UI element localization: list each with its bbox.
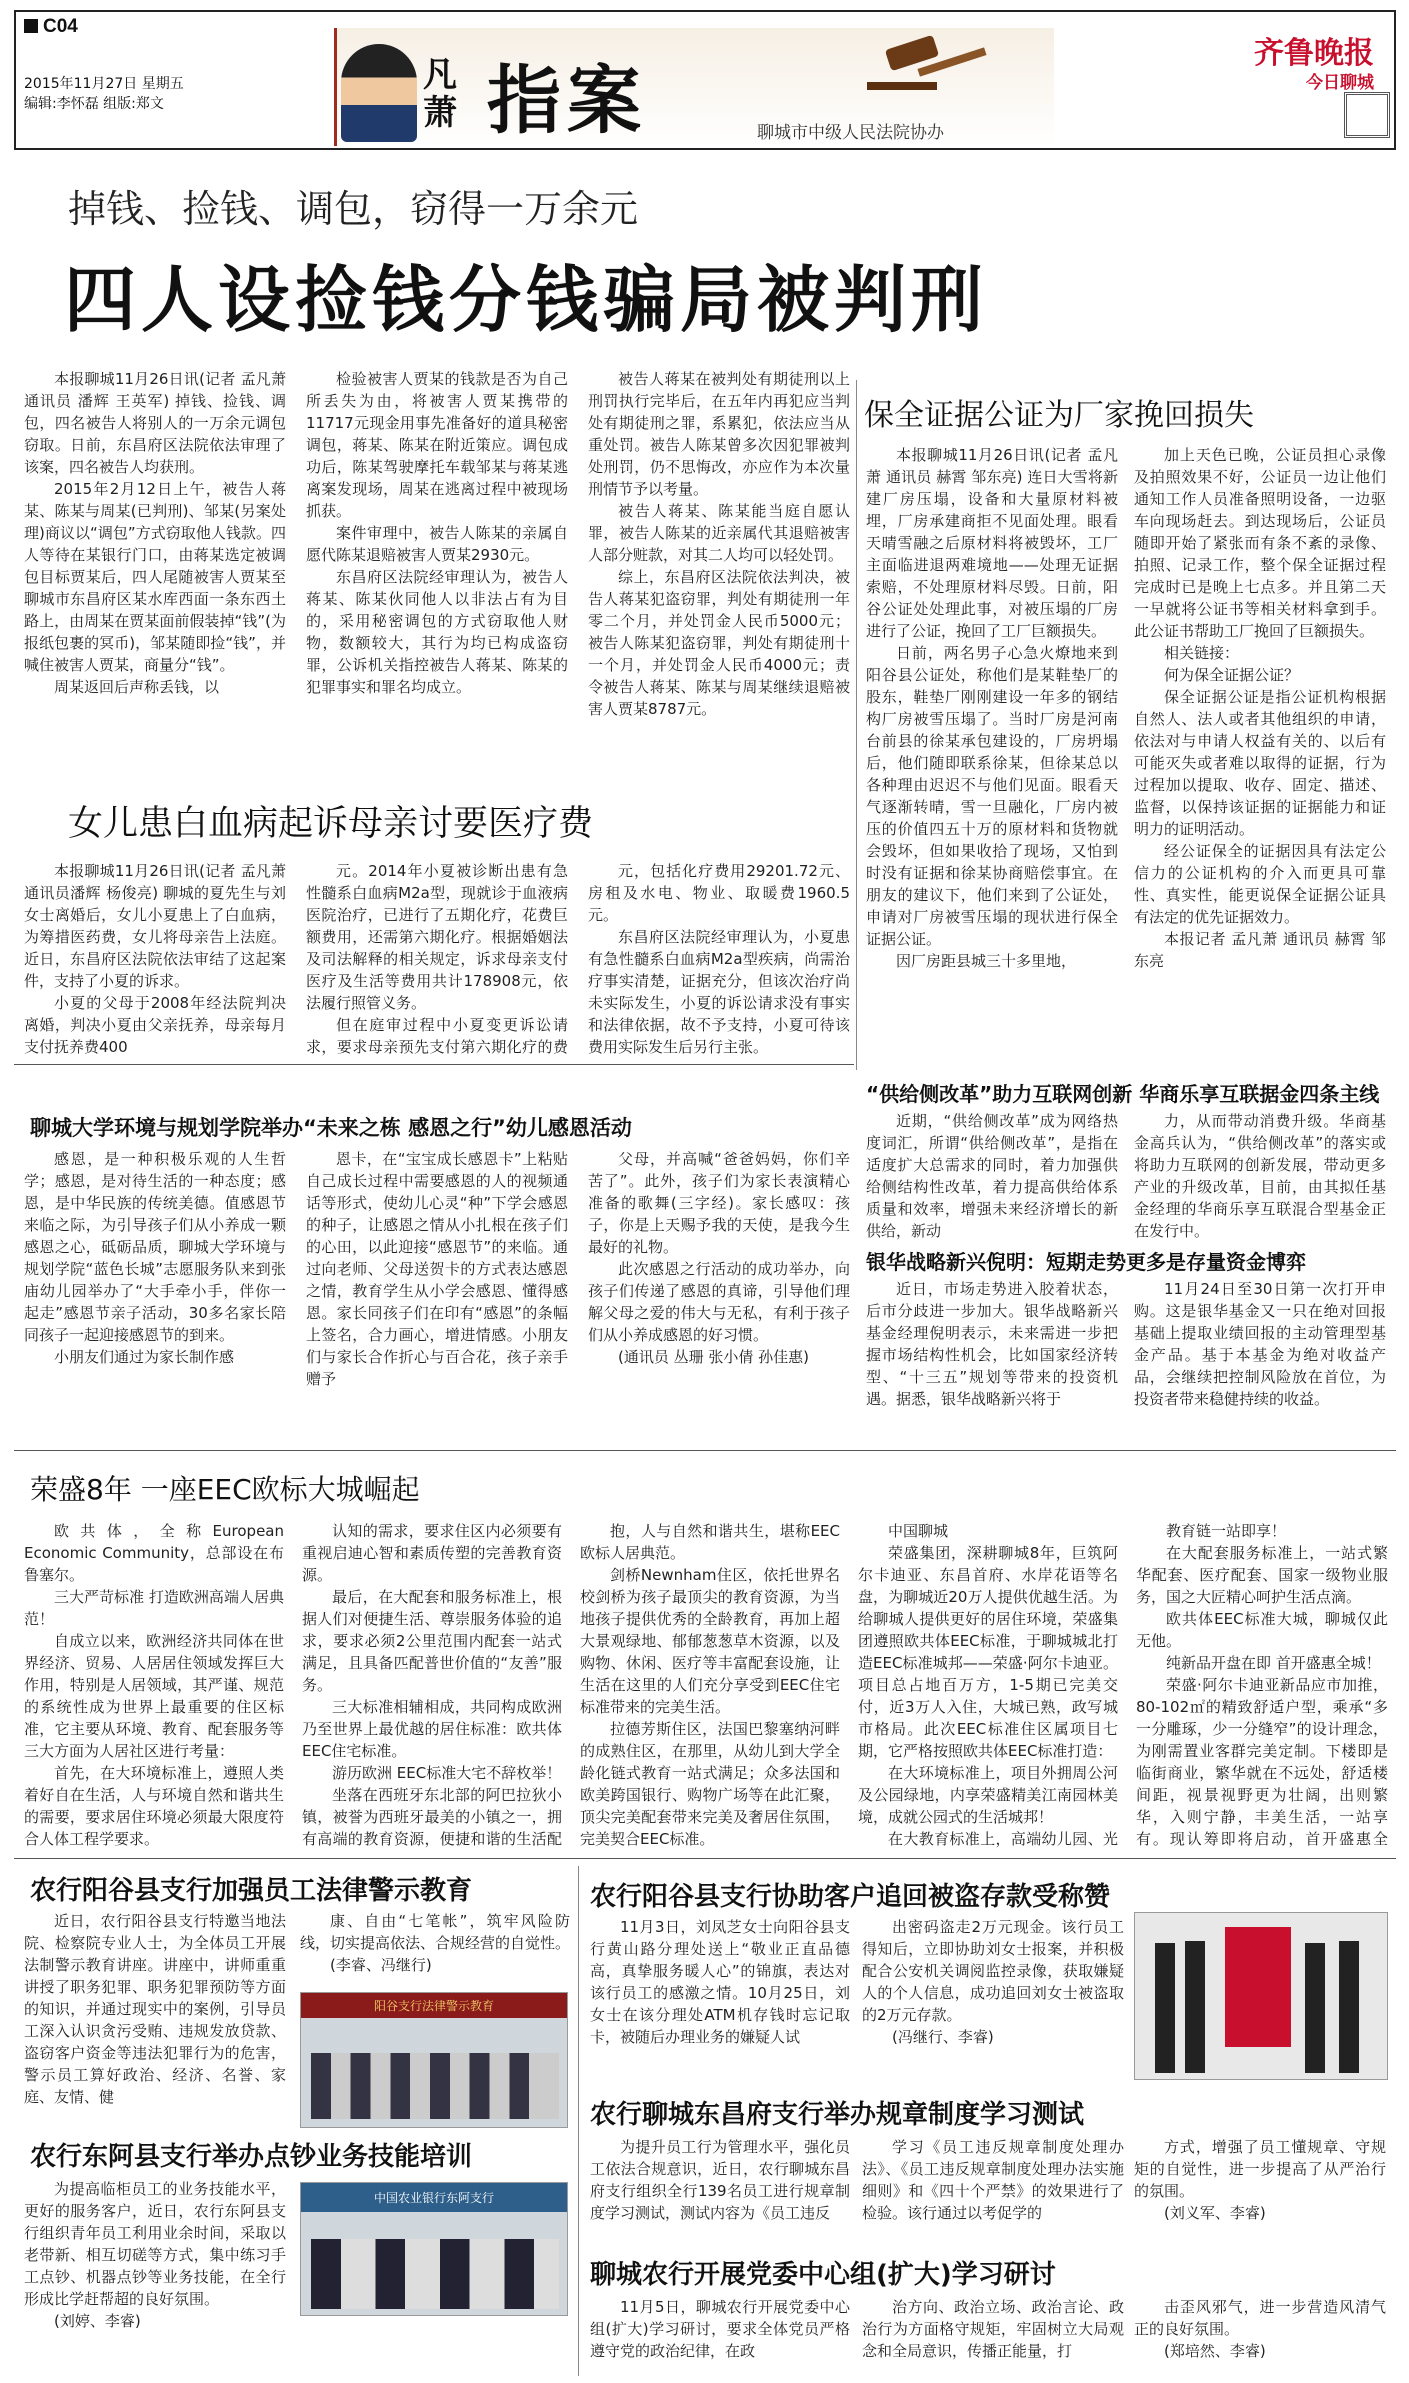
page-header: [14, 10, 1396, 158]
divider: [14, 1858, 1396, 1859]
paragraph: 在大环境标准上，项目外拥周公河及公园绿地，内享荣盛精美江南园林美境，成就公园式的生活城邦！: [858, 1764, 1118, 1826]
issue-date: [24, 74, 184, 114]
paragraph: 东昌府区法院经审理认为，被告人蒋某、陈某伙同他人以非法占有为目的，采用秘密调包的方式窃取他人财物，数额较大，其行为均已构成盗窃罪，公诉机关指控被告人蒋某、陈某的犯罪事实和罪名均成立。: [306, 568, 568, 696]
rongsheng-col-2: [302, 1520, 562, 1850]
lead-subtitle: 掉钱、捡钱、调包，窃得一万余元: [68, 187, 639, 231]
finance-col-1: [866, 1110, 1118, 1240]
paragraph: 首先，在大环境标准上，遵照人类着好自在生活，人与环境自然和谐共生的需要，要求居住环境必须最大限度符合人体工程学要求。: [24, 1764, 284, 1848]
finance-col-3: [866, 1278, 1118, 1428]
paragraph: 元，包括化疗费用29201.72元、房租及水电、物业、取暖费1960.5元。: [588, 862, 850, 924]
finance-col-4: [1134, 1278, 1386, 1428]
daughter-col-2: [306, 860, 568, 1056]
paragraph: 中国聊城: [888, 1522, 949, 1540]
daughter-title: 女儿患白血病起诉母亲讨要医疗费: [68, 804, 594, 844]
award-photo: [1134, 1912, 1388, 2080]
audience: [311, 2053, 559, 2119]
bank5-col-1: [590, 2296, 850, 2376]
paragraph: 本报聊城11月26日讯(记者 孟凡萧 通讯员潘辉 杨俊亮) 聊城的夏先生与刘女士离婚后，女儿小夏患上了白血病，为筹措医药费，女儿将母亲告上法庭。近日，东昌府区法院依法审结了这起案件，支持了小夏的诉求。: [24, 862, 286, 990]
paragraph: 本报聊城11月26日讯(记者 孟凡萧 通讯员 潘辉 王英军) 掉钱、捡钱、调包，四名被告人将别人的一万余元调包窃取。日前，东昌府区法院依法审理了该案，四名被告人均获刑。: [24, 370, 286, 476]
kindergarten-col-1: [24, 1148, 286, 1448]
bank2-title: 农行阳谷县支行协助客户追回被盗存款受称赞: [590, 1882, 1111, 1912]
column-title: 指案: [487, 58, 647, 144]
bank3-title: 农行东阿县支行举办点钞业务技能培训: [30, 2142, 473, 2172]
person: [1185, 1941, 1205, 2073]
lead-col-3: [588, 368, 850, 760]
rongsheng-col-4: [858, 1520, 1118, 1850]
lead-col-2: [306, 368, 568, 760]
person: [1339, 1941, 1359, 2073]
bank4-col-3: [1134, 2136, 1386, 2246]
paragraph: 力，从而带动消费升级。华商基金高兵认为，“供给侧改革”的落实或将助力互联网的创新发展，带动更多产业的升级改革，目前，由其拟任基金经理的华商乐享互联混合型基金正在发行中。: [1134, 1112, 1386, 1240]
paragraph: 抱，人与自然和谐共生，堪称EEC欧标人居典范。: [580, 1522, 840, 1562]
bank4-col-2: [862, 2136, 1124, 2246]
newspaper-logo: 齐鲁晚报: [1254, 36, 1374, 71]
daughter-col-1: [24, 860, 286, 1056]
paragraph: (冯继行、李睿): [892, 2028, 994, 2046]
kindergarten-col-3: [588, 1148, 850, 1448]
paragraph: 综上，东昌府区法院依法判决，被告人蒋某犯盗窃罪，判处有期徒刑一年零二个月，并处罚金人民币5000元；被告人陈某犯盗窃罪，判处有期徒刑十一个月，并处罚金人民币4000元；责令被告人蒋某、陈某与周某继续退赔被害人贾某8787元。: [588, 568, 850, 718]
columnist-name: 凡 萧: [423, 55, 457, 133]
rongsheng-col-3: [580, 1520, 840, 1850]
paragraph: 但在庭审过程中小夏变更诉讼请求，要求母亲预先支付第六期化疗的费: [306, 1016, 568, 1056]
paragraph: 近期，“供给侧改革”成为网络热度词汇，所谓“供给侧改革”，是指在适度扩大总需求的同时，着力加强供给侧结构性改革，着力提高供给体系质量和效率，增强未来经济增长的新供给，新动: [866, 1112, 1118, 1240]
lead-col-1: [24, 368, 286, 760]
bank4-col-1: [590, 2136, 850, 2246]
paragraph: 相关链接：: [1164, 644, 1240, 662]
divider: [14, 1450, 1396, 1451]
page-number: C04: [24, 16, 78, 38]
paragraph: 康、自由“七笔帐”，筑牢风险防线，切实提高依法、合规经营的自觉性。: [300, 1912, 570, 1952]
paragraph: 11月3日，刘凤芝女士向阳谷县支行黄山路分理处送上“敬业正直品德高，真挚服务暖人心”的锦旗，表达对该行员工的感激之情。10月25日，刘女士在该分理处ATM机存钱时忘记取卡，被随后办理业务的嫌疑人试: [590, 1918, 850, 2046]
paragraph: 坐落在西班牙东北部的阿巴拉狄小镇，被誉为西班牙最美的小镇之一，拥有高端的教育资源，便捷和谐的生活配: [302, 1786, 562, 1848]
photo-banner: 阳谷支行法律警示教育: [301, 1993, 567, 2018]
photo-banner: 中国农业银行东阿支行: [301, 2183, 567, 2212]
paragraph: 击歪风邪气，进一步营造风清气正的良好氛围。: [1134, 2298, 1386, 2338]
paragraph: 荣盛集团，深耕聊城8年，巨筑阿尔卡迪亚、东昌首府、水岸花语等名盘，为聊城近20万人提供优越生活。为给聊城人提供更好的居住环境，荣盛集团遵照欧共体EEC标准，于聊城城北打造EEC标准城邦——荣盛·阿尔卡迪亚。项目总占地百万方，1-5期已完美交付，近3万人入住，大城已熟，政写城市格局。此次EEC标准住区属项目七期，它严格按照欧共体EEC标准打造：: [858, 1544, 1118, 1760]
paragraph: 认知的需求，要求住区内必须要有重视启迪心智和素质传塑的完善教育资源。: [302, 1522, 562, 1584]
rongsheng-title: 荣盛8年 一座EEC欧标大城崛起: [30, 1473, 420, 1506]
divider: [856, 380, 857, 1070]
paragraph: 元。2014年小夏被诊断出患有急性髓系白血病M2a型，现就诊于血液病医院治疗，已进行了五期化疗，花费巨额费用，还需第六期化疗。根据婚姻法及司法解释的相关规定，诉求母亲支付医疗及生活等费用共计178908元，依法履行照管义务。: [306, 862, 568, 1012]
bank5-col-2: [862, 2296, 1124, 2376]
rongsheng-col-5: [1136, 1520, 1388, 1850]
bank1-col-2: [300, 1910, 570, 1990]
paragraph: 在大配套服务标准上，一站式繁华配套、医疗配套、国家一级物业服务，国之大匠精心呵护生活点滴。: [1136, 1544, 1388, 1606]
paragraph: 自成立以来，欧洲经济共同体在世界经济、贸易、人居居住领域发挥巨大作用，特别是人居领域，其严谨、规范的系统性成为世界上最重要的住区标准，它主要从环境、教育、配套服务等三大方面为人居社区进行考量：: [24, 1632, 284, 1760]
paragraph: 检验被害人贾某的钱款是否为自己所丢失为由，将被害人贾某携带的11717元现金用事先准备好的道具秘密调包，蒋某、陈某在附近策应。调包成功后，陈某驾驶摩托车载邹某与蒋某逃离案发现场，周某在逃离过程中被现场抓获。: [306, 370, 568, 520]
kindergarten-col-2: [306, 1148, 568, 1448]
bank3-col-1: [24, 2178, 286, 2374]
paragraph: 本报记者 孟凡萧 通讯员 赫霄 邹东亮: [1134, 930, 1386, 970]
paragraph: 剑桥Newnham住区，依托世界名校剑桥为孩子最顶尖的教育资源，为当地孩子提供优秀的全龄教育，再加上超大景观绿地、郁郁葱葱草木资源，以及购物、休闲、医疗等丰富配套设施，让生活在这里的人们充分享受到EEC住宅标准带来的完美生活。: [580, 1566, 840, 1716]
decor-corner: [1344, 92, 1390, 138]
finance-title-1: “供给侧改革”助力互联网创新 华商乐享互联据金四条主线: [866, 1082, 1380, 1106]
paragraph: 荣盛·阿尔卡迪亚新品应市加推，80-102㎡的精致舒适户型，乘承“多一分雕琢，少一分缝窄”的设计理念，为刚需置业客群完美定制。下楼即是临街商业，繁华就在不远处，舒适楼间距，视景视野更为壮阔，出则繁华，入则宁静，丰美生活，一站享有。现认筹即将启动，首开盛惠全: [1136, 1676, 1388, 1848]
paragraph: 出密码盗走2万元现金。该行员工得知后，立即协助刘女士报案，并积极配合公安机关调阅监控录像，获取嫌疑人的个人信息，成功追回刘女士被盗取的2万元存款。: [862, 1918, 1124, 2024]
banner-flag: [1225, 1927, 1291, 2047]
guarantee-col-1: [866, 444, 1118, 1036]
bank2-col-2: [862, 1916, 1124, 2080]
paragraph: (通讯员 丛珊 张小倩 孙佳惠): [618, 1348, 810, 1366]
newspaper-edition: 今日聊城: [1306, 73, 1374, 93]
paragraph: 欧共体，全称European Economic Community，总部设在布鲁塞尔。: [24, 1522, 284, 1584]
person: [1155, 1943, 1175, 2073]
paragraph: 经公证保全的证据因具有法定公信力的公证机构的介入而更具可靠性、真实性，能更说保全证据公证具有法定的优先证据效力。: [1134, 842, 1386, 926]
paragraph: 恩卡，在“宝宝成长感恩卡”上粘贴自己成长过程中需要感恩的人的视频通话等形式，使幼儿心灵“种”下学会感恩的种子，让感恩之情从小扎根在孩子们的心田，以此迎接“感恩节”的来临。通过向老师、父母送贺卡的方式表达感恩之情，教育学生从小学会感恩、懂得感恩。家长同孩子们在印有“感恩”的条幅上签名，合力画心，增进情感。小朋友们与家长合作折心与百合花，孩子亲手赠予: [306, 1150, 568, 1388]
paragraph: 案件审理中，被告人陈某的亲属自愿代陈某退赔被害人贾某2930元。: [306, 524, 568, 564]
paragraph: 感恩，是一种积极乐观的人生哲学；感恩，是对待生活的一种态度；感恩，是中华民族的传统美德。值感恩节来临之际，为引导孩子们从小养成一颗感恩之心，砥砺品质，聊城大学环境与规划学院“蓝色长城”志愿服务队来到张庙幼儿园举办了“大手牵小手，伴你一起走”感恩节亲子活动，30多名家长陪同孩子一起迎接感恩节的到来。: [24, 1150, 286, 1344]
paragraph: (刘义军、李睿): [1164, 2204, 1266, 2222]
skills-photo: [300, 2182, 568, 2316]
bank5-title: 聊城农行开展党委中心组(扩大)学习研讨: [590, 2260, 1056, 2290]
bank1-col-1: [24, 1910, 286, 2126]
paragraph: 纯新品开盘在即 首开盛惠全城！: [1166, 1654, 1381, 1672]
paragraph: 11月5日，聊城农行开展党委中心组(扩大)学习研讨，要求全体党员严格遵守党的政治纪律，在政: [590, 2298, 850, 2360]
training-photo: [300, 1992, 568, 2128]
column-banner: [334, 28, 1054, 146]
date-text: 2015年11月27日 星期五: [24, 76, 184, 92]
paragraph: 何为保全证据公证？: [1164, 666, 1300, 684]
finance-title-2: 银华战略新兴倪明：短期走势更多是存量资金博弈: [866, 1250, 1306, 1274]
paragraph: 父母，并高喊“爸爸妈妈，你们辛苦了”。此外，孩子们为家长表演精心准备的歌舞(三字经)。家长感叹：孩子，你是上天赐予我的天使，是我今生最好的礼物。: [588, 1150, 850, 1256]
paragraph: 学习《员工违反规章制度处理办法》、《员工违反规章制度处理办法实施细则》和《四十个严禁》的效果进行了检验。该行通过以考促学的: [862, 2138, 1124, 2222]
paragraph: 小夏的父母于2008年经法院判决离婚，判决小夏由父亲抚养，母亲每月支付抚养费400: [24, 994, 286, 1056]
paragraph: 最后，在大配套和服务标准上，根据人们对便捷生活、尊崇服务体验的追求，要求必须2公里范围内配套一站式满足，且具备匹配普世价值的“友善”服务。: [302, 1588, 562, 1694]
paragraph: 在大教育标准上，高端幼儿园、光: [888, 1830, 1118, 1848]
editors-text: 编辑:李怀磊 组版:郑文: [24, 96, 164, 112]
paragraph: (李睿、冯继行): [330, 1956, 432, 1974]
kindergarten-title: 聊城大学环境与规划学院举办“未来之栋 感恩之行”幼儿感恩活动: [30, 1116, 632, 1140]
paragraph: (郑培然、李睿): [1164, 2342, 1266, 2360]
divider: [14, 1064, 854, 1065]
paragraph: 治方向、政治立场、政治言论、政治行为方面格守规矩，牢固树立大局观念和全局意识，传播正能量，打: [862, 2298, 1124, 2360]
person: [1305, 1943, 1325, 2073]
guarantee-title: 保全证据公证为厂家挽回损失: [864, 398, 1254, 433]
gavel-icon: [857, 34, 997, 94]
columnist-avatar: [341, 44, 417, 142]
paragraph: 保全证据公证是指公证机构根据自然人、法人或者其他组织的申请，依法对与申请人权益有关的、以后有可能灭失或者难以取得的证据，行为过程加以提取、收存、固定、描述、监督，以保持该证据的证据能力和证明力的证明活动。: [1134, 688, 1386, 838]
rongsheng-col-1: [24, 1520, 284, 1850]
paragraph: 三大严苛标准 打造欧洲高端人居典范！: [24, 1588, 284, 1628]
bank2-col-1: [590, 1916, 850, 2080]
paragraph: 为提升员工行为管理水平，强化员工依法合规意识，近日，农行聊城东昌府支行组织全行139名员工进行规章制度学习测试，测试内容为《员工违反: [590, 2138, 850, 2222]
paragraph: 为提高临柜员工的业务技能水平，更好的服务客户，近日，农行东阿县支行组织青年员工利用业余时间，采取以老带新、相互切磋等方式，集中练习手工点钞、机器点钞等业务技能，在全行形成比学赶帮超的良好氛围。: [24, 2180, 286, 2308]
paragraph: 本报聊城11月26日讯(记者 孟凡萧 通讯员 赫霄 邹东亮) 连日大雪将新建厂房压塌，设备和大量原材料被埋，厂房承建商拒不见面处理。眼看天晴雪融之后原材料将被毁坏，工厂主面临进退两难境地——处理无证据索赔，不处理原材料尽毁。日前，阳谷公证处处理此事，对被压塌的厂房进行了公证，挽回了工厂巨额损失。: [866, 446, 1118, 640]
lead-headline: 四人设捡钱分钱骗局被判刑: [64, 258, 989, 342]
paragraph: 2015年2月12日上午，被告人蒋某、陈某与周某(已判刑)、邹某(另案处理)商议以“调包”方式窃取他人钱款。四人等待在某银行门口，由蒋某选定被调包目标贾某后，四人尾随被害人贾某至聊城市东昌府区某水库西面一条东西土路上，由周某在贾某面前假装掉“钱”(为报纸包裹的冥币)，邹某随即捡“钱”，并喊住被害人贾某，商量分“钱”。: [24, 480, 286, 674]
finance-col-2: [1134, 1110, 1386, 1240]
paragraph: 被告人蒋某在被判处有期徒刑以上刑罚执行完毕后，在五年内再犯应当判处有期徒刑之罪，系累犯，依法应当从重处罚。被告人陈某曾多次因犯罪被判处刑罚，仍不思悔改，亦应作为本次量刑情节予以考量。: [588, 370, 850, 498]
daughter-col-3: [588, 860, 850, 1056]
paragraph: 加上天色已晚，公证员担心录像及拍照效果不好，公证员一边让他们通知工作人员准备照明设备，一边驱车向现场赶去。到达现场后，公证员随即开始了紧张而有条不紊的录像、拍照、记录工作，整个保全证据过程完成时已是晚上七点多。并且第二天一早就将公证书等相关材料拿到手。此公证书帮助工厂挽回了巨额损失。: [1134, 446, 1386, 640]
paragraph: 方式，增强了员工懂规章、守规矩的自觉性，进一步提高了从严治行的氛围。: [1134, 2138, 1386, 2200]
guarantee-col-2: [1134, 444, 1386, 1036]
bank1-title: 农行阳谷县支行加强员工法律警示教育: [30, 1876, 473, 1906]
participants: [311, 2239, 559, 2309]
paragraph: 周某返回后声称丢钱，以: [54, 678, 220, 696]
paragraph: 游历欧洲 EEC标准大宅不辞枚举！: [332, 1764, 562, 1782]
paragraph: 11月24日至30日第一次打开申购。这是银华基金又一只在绝对回报基础上提取业绩回报的主动管理型基金产品。基于本基金为绝对收益产品，会继续把控制风险放在首位，为投资者带来稳健持续的收益。: [1134, 1280, 1386, 1408]
paragraph: 三大标准相辅相成，共同构成欧洲乃至世界上最优越的居住标准：欧共体EEC住宅标准。: [302, 1698, 562, 1760]
paragraph: 日前，两名男子心急火燎地来到阳谷县公证处，称他们是某鞋垫厂的股东，鞋垫厂刚刚建设一年多的钢结构厂房被雪压塌了。当时厂房是河南台前县的徐某承包建设的，厂房坍塌后，他们随即联系徐某，但徐某总以各种理由迟迟不与他们见面。眼看天气逐渐转晴，雪一旦融化，厂房内被压的价值四五十万的原材料和货物就会毁坏，但如果收拾了现场，又怕到时没有证据和徐某协商赔偿事宜。在朋友的建议下，他们来到了公证处，申请对厂房被雪压塌的现状进行保全证据公证。: [866, 644, 1118, 948]
paragraph: 欧共体EEC标准大城，聊城仅此无他。: [1136, 1610, 1388, 1650]
paragraph: 东昌府区法院经审理认为，小夏患有急性髓系白血病M2a型疾病，尚需治疗事实清楚，证据充分，但该次治疗尚未实际发生，小夏的诉讼请求没有事实和法律依据，故不予支持，小夏可待该费用实际发生后另行主张。: [588, 928, 850, 1056]
paragraph: (刘婷、李睿): [54, 2312, 141, 2330]
bank5-col-3: [1134, 2296, 1386, 2376]
paragraph: 此次感恩之行活动的成功举办，向孩子们传递了感恩的真谛，引导他们理解父母之爱的伟大与无私，有利于孩子们从小养成感恩的好习惯。: [588, 1260, 850, 1344]
paragraph: 近日，市场走势进入胶着状态，后市分歧进一步加大。银华战略新兴基金经理倪明表示，未来需进一步把握市场结构性机会，比如国家经济转型、“十三五”规划等带来的投资机遇。据悉，银华战略新兴将于: [866, 1280, 1118, 1408]
paragraph: 因厂房距县城三十多里地，: [896, 952, 1077, 970]
paragraph: 近日，农行阳谷县支行特邀当地法院、检察院专业人士，为全体员工开展法制警示教育讲座。讲座中，讲师重重讲授了职务犯罪、职务犯罪预防等方面的知识，并通过现实中的案例，引导员工深入认识贪污受贿、违规发放贷款、盗窃客户资金等违法犯罪行为的危害，警示员工算好政治、经济、名誉、家庭、友情、健: [24, 1912, 286, 2106]
paragraph: 拉德芳斯住区，法国巴黎塞纳河畔的成熟住区，在那里，从幼儿到大学全龄化链式教育一站式满足；众多法国和欧美跨国银行、购物广场等在此汇聚，顶尖完美配套带来完美及奢居住氛围，完美契合EEC标准。: [580, 1720, 840, 1848]
paragraph: 被告人蒋某、陈某能当庭自愿认罪，被告人陈某的近亲属代其退赔被害人部分赃款，对其二人均可以轻处罚。: [588, 502, 850, 564]
divider: [578, 1866, 579, 2376]
bank4-title: 农行聊城东昌府支行举办规章制度学习测试: [590, 2100, 1085, 2130]
sponsor-text: 聊城市中级人民法院协办: [757, 123, 944, 143]
paragraph: 小朋友们通过为家长制作感: [54, 1348, 235, 1366]
paragraph: 教育链一站即享！: [1166, 1522, 1287, 1540]
